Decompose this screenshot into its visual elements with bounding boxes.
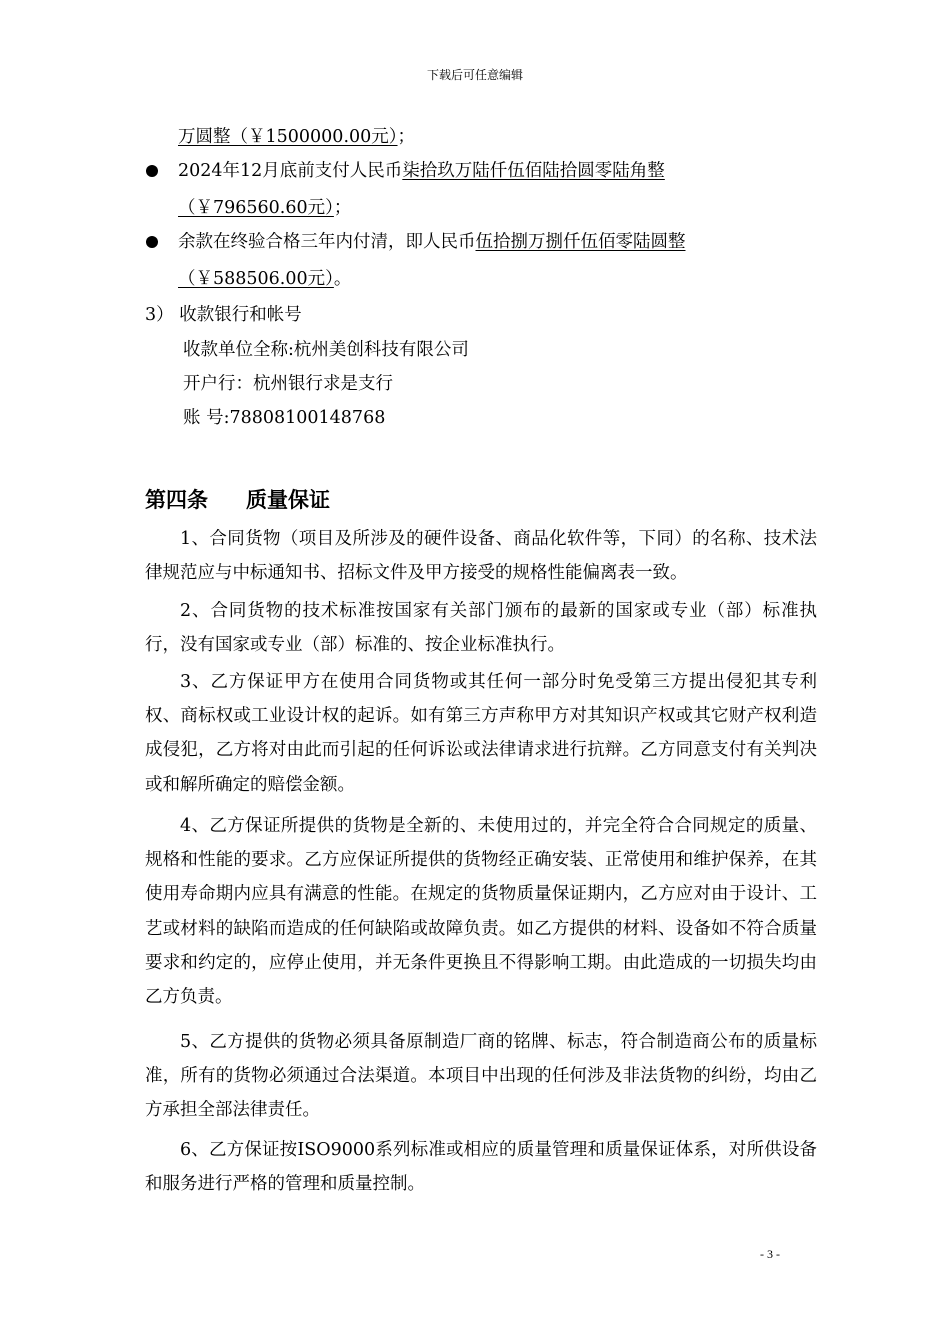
section-title: 质量保证 [246,488,330,512]
payment-amount-3: 伍拾捌万捌仟伍佰零陆圆整 [475,232,686,252]
bank-branch: 开户行：杭州银行求是支行 [183,374,393,394]
bullet-dot [146,236,158,248]
payment-bullet-3-cont: （￥588506.00元）。 [178,269,352,289]
payment-bullet-2-cont: （￥796560.60元）； [178,198,352,218]
paragraph: 4、乙方保证所提供的货物是全新的、未使用过的，并完全符合合同规定的质量、规格和性能的要求。乙方应保证所提供的货物经正确安装、正常使用和维护保养，在其使用寿命期内应具有满意的性能。在规定的货物质量保证期内，乙方应对由于设计、工艺或材料的缺陷而造成的任何缺陷或故障负责。如乙方提供的材料、设备如不符合质量要求和约定的，应停止使用，并无条件更换且不得影响工期。由此造成的一切损失均由乙方负责。 [145,816,817,1008]
section-heading [145,484,330,514]
payment-amount-1: 万圆整（￥1500000.00元） [178,127,398,147]
page-number: - 3 - [760,1247,780,1261]
bullet-dot [146,165,158,177]
bank-account: 账 号:78808100148768 [183,408,386,428]
bank-section-label: 3） 收款银行和帐号 [145,305,302,325]
payment-line-1: 万圆整（￥1500000.00元）； [178,127,416,147]
paragraph: 2、合同货物的技术标准按国家有关部门颁布的最新的国家或专业（部）标准执行，没有国家或专业（部）标准的、按企业标准执行。 [145,601,817,656]
paragraph: 1、合同货物（项目及所涉及的硬件设备、商品化软件等，下同）的名称、技术法律规范应与中标通知书、招标文件及甲方接受的规格性能偏离表一致。 [145,529,817,584]
payment-bullet-2: 2024年12月底前支付人民币柒拾玖万陆仟伍佰陆拾圆零陆角整 [178,161,665,181]
page-header: 下载后可任意编辑 [426,68,523,82]
payment-amount-2: 柒拾玖万陆仟伍佰陆拾圆零陆角整 [402,161,665,181]
paragraph: 5、乙方提供的货物必须具备原制造厂商的铭牌、标志，符合制造商公布的质量标准，所有的货物必须通过合法渠道。本项目中出现的任何涉及非法货物的纠纷，均由乙方承担全部法律责任。 [145,1032,817,1121]
paragraph: 3、乙方保证甲方在使用合同货物或其任何一部分时免受第三方提出侵犯其专利权、商标权或工业设计权的起诉。如有第三方声称甲方对其知识产权或其它财产权利造成侵犯，乙方将对由此而引起的任何诉讼或法律请求进行抗辩。乙方同意支付有关判决或和解所确定的赔偿金额。 [145,672,817,795]
paragraph: 6、乙方保证按ISO9000系列标准或相应的质量管理和质量保证体系，对所供设备和服务进行严格的管理和质量控制。 [145,1140,817,1195]
payment-bullet-3: 余款在终验合格三年内付清，即人民币伍拾捌万捌仟伍佰零陆圆整 [178,232,686,252]
bank-payee: 收款单位全称:杭州美创科技有限公司 [183,340,469,360]
section-number: 第四条 [145,488,208,512]
